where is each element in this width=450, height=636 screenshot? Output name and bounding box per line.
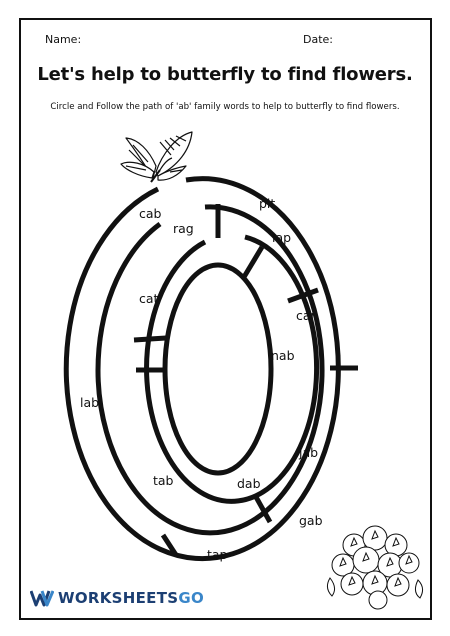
flower-bouquet-icon <box>327 526 422 609</box>
butterfly-icon <box>121 132 192 182</box>
worksheet-title: Let's help to butterfly to find flowers. <box>37 64 413 85</box>
maze-wall <box>134 338 166 340</box>
worksheetsgo-logo-icon <box>30 589 54 607</box>
maze-word-nab: nab <box>271 348 295 363</box>
maze-ring-3 <box>147 237 317 501</box>
brand-worksheets: WORKSHEETS <box>58 589 179 607</box>
maze-word-lap: lap <box>272 230 292 245</box>
maze-ring-2 <box>98 207 322 533</box>
maze-word-lab: lab <box>80 395 100 410</box>
maze-word-cat: cat <box>139 291 159 306</box>
brand-footer <box>30 589 204 607</box>
date-field-label: Date: <box>303 33 333 46</box>
maze-ring-outer <box>66 179 338 559</box>
name-field-label: Name: <box>45 33 82 46</box>
maze-ring-inner <box>165 265 271 473</box>
instruction-text: Circle and Follow the path of 'ab' family words to help to butterfly to find flowers. <box>50 102 400 112</box>
maze-word-rag: rag <box>173 221 194 236</box>
maze-word-tap: tap <box>207 547 228 562</box>
maze-word-pit: pit <box>259 196 276 211</box>
brand-wordmark <box>58 589 204 607</box>
maze-word-tab: tab <box>153 473 174 488</box>
maze-word-gab: gab <box>299 513 323 528</box>
brand-go: GO <box>178 589 205 607</box>
maze-word-dab: dab <box>237 476 261 491</box>
maze-word-can: can <box>296 308 319 323</box>
maze-word-jab: jab <box>299 445 319 460</box>
maze-wall <box>244 247 262 277</box>
maze-word-cab: cab <box>139 206 162 221</box>
